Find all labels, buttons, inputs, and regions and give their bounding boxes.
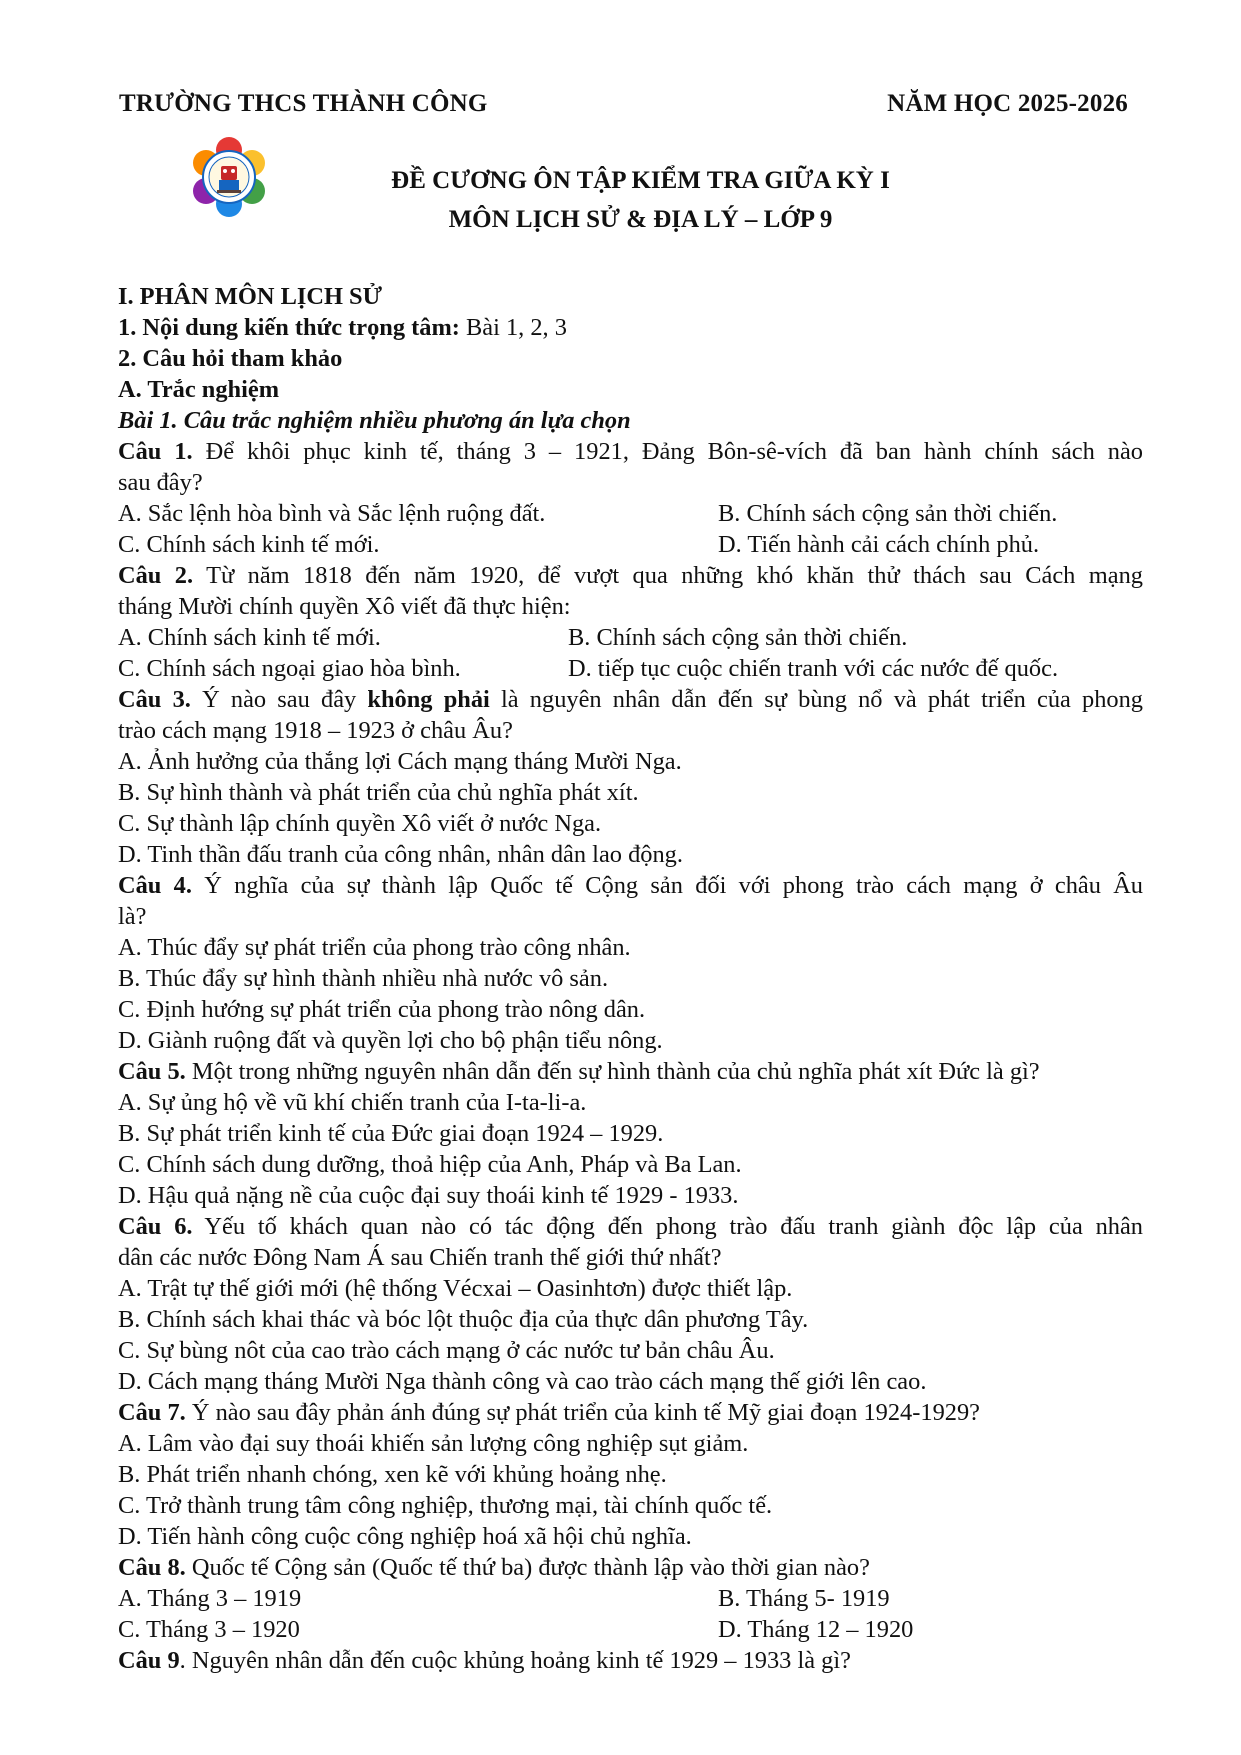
options-row <box>118 653 1143 684</box>
option-a: A. Trật tự thế giới mới (hệ thống Vécxai – Oasinhtơn) được thiết lập. <box>118 1275 793 1302</box>
focus-content <box>118 312 1143 343</box>
question-9 <box>118 1645 1143 1676</box>
focus-value: Bài 1, 2, 3 <box>459 314 567 341</box>
question-text-cont: dân các nước Đông Nam Á sau Chiến tranh thế giới thứ nhất? <box>118 1244 722 1271</box>
option-d: D. Tiến hành công cuộc công nghiệp hoá xã hội chủ nghĩa. <box>118 1523 692 1550</box>
question-text: Từ năm 1818 đến năm 1920, để vượt qua những khó khăn thử thách sau Cách mạng <box>193 562 1143 589</box>
option-d: D. Tháng 12 – 1920 <box>718 1616 914 1643</box>
option-d: D. Tiến hành cải cách chính phủ. <box>718 531 1040 558</box>
question-text: Yếu tố khách quan nào có tác động đến phong trào đấu tranh giành độc lập của nhân <box>192 1213 1144 1240</box>
focus-label: 1. Nội dung kiến thức trọng tâm: <box>118 314 460 341</box>
question-text: Quốc tế Cộng sản (Quốc tế thứ ba) được thành lập vào thời gian nào? <box>185 1554 870 1581</box>
option-a: A. Chính sách kinh tế mới. <box>118 624 381 651</box>
option-d: D. Tinh thần đấu tranh của công nhân, nhân dân lao động. <box>118 841 683 868</box>
option-b: B. Chính sách cộng sản thời chiến. <box>718 500 1058 527</box>
option-d: D. tiếp tục cuộc chiến tranh với các nước đế quốc. <box>568 655 1059 682</box>
question-label: Câu 4. <box>118 872 192 899</box>
options-row <box>118 622 1143 653</box>
question-text-cont: tháng Mười chính quyền Xô viết đã thực hiện: <box>118 593 571 620</box>
options-row <box>118 529 1143 560</box>
question-text-cont: là? <box>118 903 147 930</box>
option-b: B. Thúc đẩy sự hình thành nhiều nhà nước vô sản. <box>118 965 609 992</box>
question-text: Ý nào sau đây phản ánh đúng sự phát triển của kinh tế Mỹ giai đoạn 1924-1929? <box>185 1399 980 1426</box>
option-a: A. Sắc lệnh hòa bình và Sắc lệnh ruộng đất. <box>118 500 546 527</box>
option-b: B. Sự phát triển kinh tế của Đức giai đoạn 1924 – 1929. <box>118 1120 664 1147</box>
question-text: Ý nghĩa của sự thành lập Quốc tế Cộng sản đối với phong trào cách mạng ở châu Âu <box>191 872 1144 899</box>
question-8 <box>118 1552 1143 1583</box>
option-b: B. Chính sách khai thác và bóc lột thuộc địa của thực dân phương Tây. <box>118 1306 809 1333</box>
option-b: B. Phát triển nhanh chóng, xen kẽ với khủng hoảng nhẹ. <box>118 1461 667 1488</box>
section-heading: I. PHÂN MÔN LỊCH SỬ <box>118 283 383 310</box>
question-7 <box>118 1397 1143 1428</box>
option-b: B. Chính sách cộng sản thời chiến. <box>568 624 908 651</box>
option-c: C. Sự bùng nôt của cao trào cách mạng ở các nước tư bản châu Âu. <box>118 1337 775 1364</box>
document-title: ĐỀ CƯƠNG ÔN TẬP KIỂM TRA GIỮA KỲ I <box>391 167 890 194</box>
school-year: NĂM HỌC 2025-2026 <box>887 90 1128 117</box>
document-subtitle: MÔN LỊCH SỬ & ĐỊA LÝ – LỚP 9 <box>448 206 833 233</box>
question-label: Câu 5. <box>118 1058 186 1085</box>
option-d: D. Cách mạng tháng Mười Nga thành công và cao trào cách mạng thế giới lên cao. <box>118 1368 927 1395</box>
option-c: C. Chính sách ngoại giao hòa bình. <box>118 655 461 682</box>
option-d: D. Giành ruộng đất và quyền lợi cho bộ phận tiểu nông. <box>118 1027 663 1054</box>
question-text: . Nguyên nhân dẫn đến cuộc khủng hoảng kinh tế 1929 – 1933 là gì? <box>179 1647 851 1674</box>
question-5 <box>118 1056 1143 1087</box>
option-c: C. Chính sách kinh tế mới. <box>118 531 380 558</box>
option-c: C. Định hướng sự phát triển của phong trào nông dân. <box>118 996 646 1023</box>
bai1-heading: Bài 1. Câu trắc nghiệm nhiều phương án lựa chọn <box>118 407 631 434</box>
question-6 <box>118 1211 1143 1242</box>
question-text-cont: trào cách mạng 1918 – 1923 ở châu Âu? <box>118 717 513 744</box>
question-label: Câu 7. <box>118 1399 186 1426</box>
options-row <box>118 1583 1143 1614</box>
option-a: A. Lâm vào đại suy thoái khiến sản lượng công nghiệp sụt giảm. <box>118 1430 749 1457</box>
school-name: TRƯỜNG THCS THÀNH CÔNG <box>119 90 488 117</box>
question-label: Câu 2. <box>118 562 194 589</box>
question-emphasis: không phải <box>367 686 490 713</box>
question-label: Câu 9 <box>118 1647 180 1674</box>
option-b: B. Sự hình thành và phát triển của chủ nghĩa phát xít. <box>118 779 639 806</box>
question-text-cont: sau đây? <box>118 469 203 496</box>
question-label: Câu 3. <box>118 686 191 713</box>
question-1 <box>118 436 1143 467</box>
options-row <box>118 498 1143 529</box>
options-row <box>118 1614 1143 1645</box>
question-3 <box>118 684 1143 715</box>
question-text: Ý nào sau đây <box>190 686 368 713</box>
document-body <box>118 281 1143 1676</box>
option-a: A. Thúc đẩy sự phát triển của phong trào công nhân. <box>118 934 631 961</box>
option-c: C. Tháng 3 – 1920 <box>118 1616 300 1643</box>
question-text: Một trong những nguyên nhân dẫn đến sự hình thành của chủ nghĩa phát xít Đức là gì? <box>185 1058 1040 1085</box>
question-text: là nguyên nhân dẫn đến sự bùng nổ và phát triển của phong <box>489 686 1144 713</box>
option-c: C. Trở thành trung tâm công nghiệp, thương mại, tài chính quốc tế. <box>118 1492 773 1519</box>
question-label: Câu 6. <box>118 1213 193 1240</box>
question-label: Câu 8. <box>118 1554 186 1581</box>
option-c: C. Chính sách dung dưỡng, thoả hiệp của Anh, Pháp và Ba Lan. <box>118 1151 742 1178</box>
question-label: Câu 1. <box>118 438 193 465</box>
option-d: D. Hậu quả nặng nề của cuộc đại suy thoái kinh tế 1929 - 1933. <box>118 1182 739 1209</box>
option-a: A. Ảnh hưởng của thắng lợi Cách mạng tháng Mười Nga. <box>118 748 682 775</box>
question-text: Để khôi phục kinh tế, tháng 3 – 1921, Đảng Bôn-sê-vích đã ban hành chính sách nào <box>192 438 1143 465</box>
option-a: A. Sự ủng hộ về vũ khí chiến tranh của I-ta-li-a. <box>118 1089 587 1116</box>
question-2 <box>118 560 1143 591</box>
option-b: B. Tháng 5- 1919 <box>718 1585 890 1612</box>
option-c: C. Sự thành lập chính quyền Xô viết ở nước Nga. <box>118 810 602 837</box>
question-4 <box>118 870 1143 901</box>
reference-heading: 2. Câu hỏi tham khảo <box>118 345 343 372</box>
part-a-heading: A. Trắc nghiệm <box>118 376 280 403</box>
option-a: A. Tháng 3 – 1919 <box>118 1585 302 1612</box>
